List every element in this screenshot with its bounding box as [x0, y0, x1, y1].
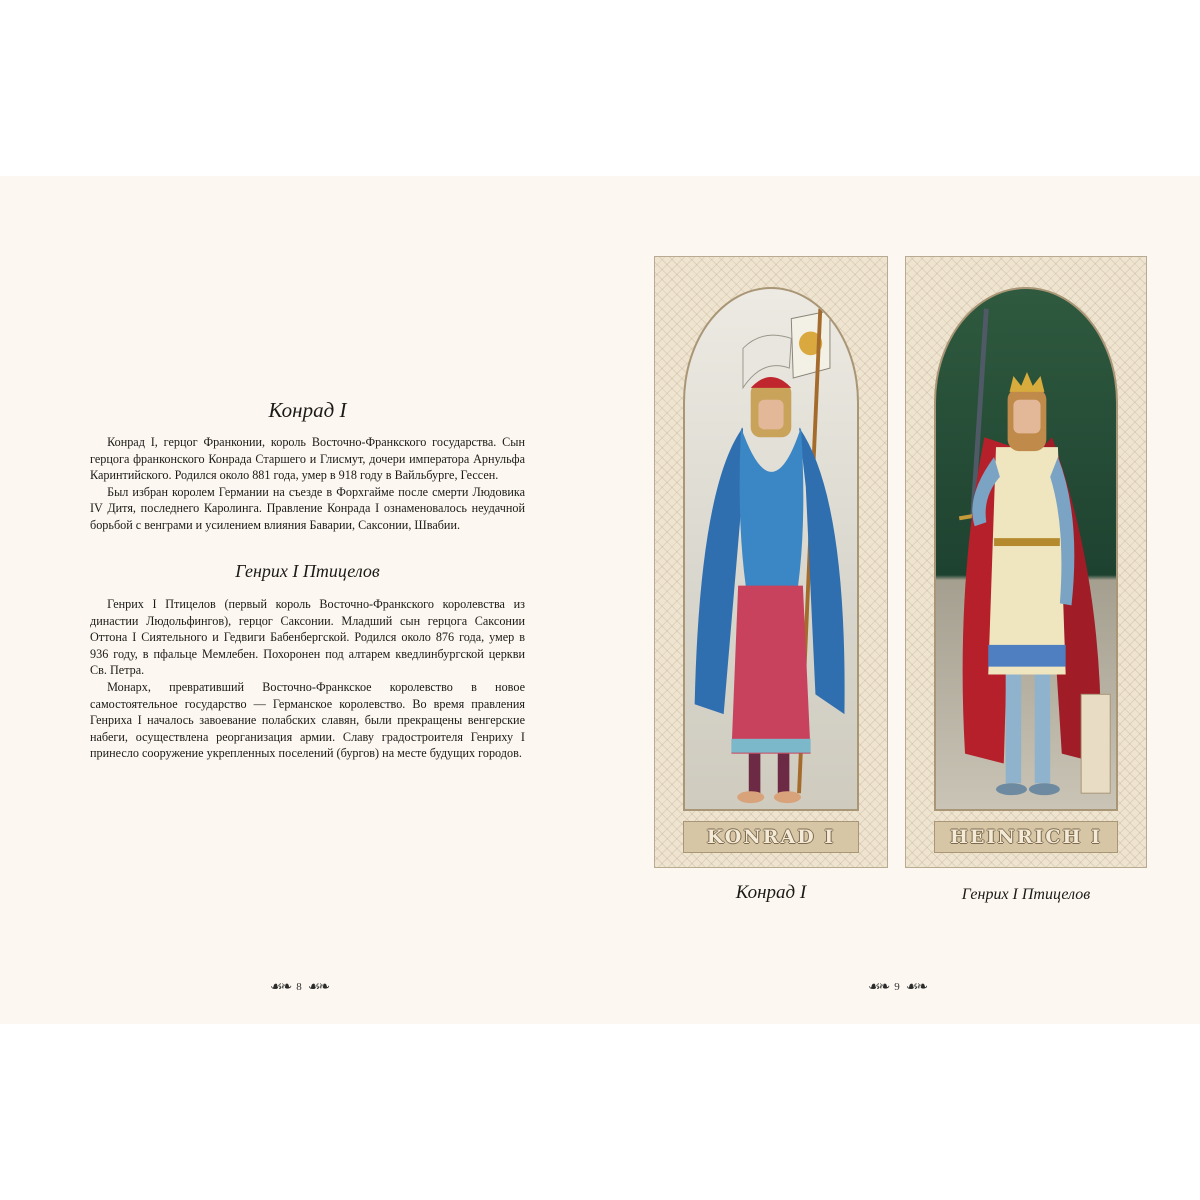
paragraph: Конрад I, герцог Франконии, король Восточно-Франкского государства. Сын герцога франконского Конрада Старшего и Глисмут, дочери императора Арнульфа Каринтийского. Родился около 881 года, умер в 918 году в Вайльбурге, Гессен.: [90, 435, 525, 483]
paragraph: Был избран королем Германии на съезде в Форхгайме после смерти Людовика IV Дитя, последнего Каролинга. Правление Конрада I ознаменовалось неудачной борьбой с венграми и усилением влияния Баварии, Саксонии, Швабии.: [90, 484, 525, 532]
paragraph: Генрих I Птицелов (первый король Восточно-Франкского королевства из династии Людольфингов), герцог Саксонии. Младший сын герцога Саксонии Оттона I Сиятельного и Гедвиги Бабенбергской. Родился около 876 года, умер в 936 году, в пфальце Мемлебен. Похоронен под алтарем кведлинбургской церкви Св. Петра.: [90, 597, 525, 678]
article-konrad: [90, 434, 525, 534]
paragraph: Монарх, превративший Восточно-Франкское королевство в новое самостоятельное государство — Германское королевство. Во время правления Генриха I началось завоевание полабских славян, были прекращены венгерские набеги, осуществлена реорганизация армии. Славу градостроителя Генриху I принесло сооружение укрепленных поселений (бургов) на месте будущих городов.: [90, 679, 525, 761]
ornament-icon: ☙❧: [307, 979, 329, 995]
page-number-right: [868, 979, 926, 995]
ornament-icon: ☙❧: [905, 979, 927, 995]
page-number: 8: [296, 981, 302, 993]
page-number: 9: [894, 981, 900, 993]
heinrich-figure-illustration: [936, 289, 1116, 809]
book-spread: [0, 176, 1200, 1024]
article-heinrich: [90, 596, 525, 762]
gothic-niche: [683, 287, 859, 811]
page-number-left: [270, 979, 328, 995]
section-title-konrad: Конрад I: [268, 398, 347, 422]
illustration-konrad: [654, 256, 888, 868]
plate-inscription: HEINRICH I: [934, 821, 1118, 853]
konrad-figure-illustration: [685, 289, 857, 809]
caption-heinrich: Генрих I Птицелов: [961, 886, 1091, 903]
gothic-niche: [934, 287, 1118, 811]
ornament-icon: ☙❧: [868, 979, 889, 995]
section-title-heinrich: Генрих I Птицелов: [235, 561, 380, 581]
illustration-heinrich: [905, 256, 1147, 868]
plate-inscription: KONRAD I: [683, 821, 859, 853]
ornament-icon: ☙❧: [270, 979, 291, 995]
caption-konrad: Конрад I: [735, 882, 807, 903]
